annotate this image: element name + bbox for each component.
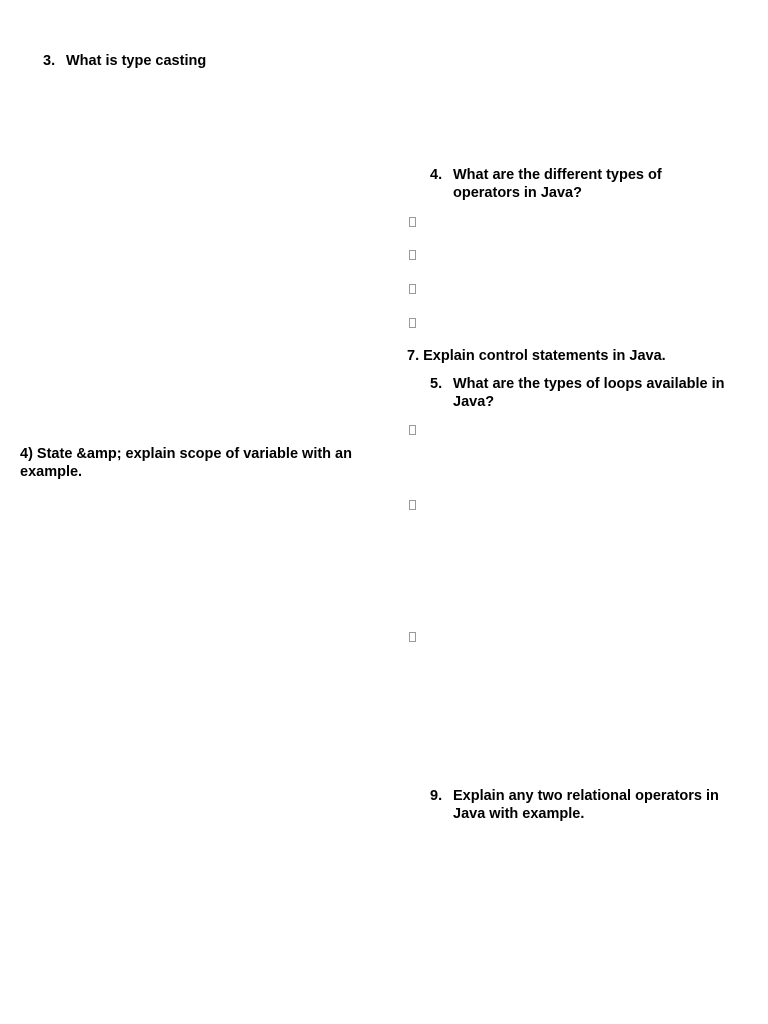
missing-glyph-icon bbox=[409, 318, 416, 328]
missing-glyph-icon bbox=[409, 500, 416, 510]
question-5-number: 5. bbox=[430, 376, 443, 392]
question-4-operators-number: 4. bbox=[430, 167, 443, 183]
missing-glyph-icon bbox=[409, 425, 416, 435]
question-5 bbox=[430, 375, 750, 411]
question-3-number: 3. bbox=[43, 53, 56, 69]
question-9 bbox=[430, 787, 750, 823]
question-4-operators bbox=[430, 166, 730, 202]
question-3-text: What is type casting bbox=[66, 53, 207, 69]
missing-glyph-icon bbox=[409, 632, 416, 642]
question-4-operators-text: What are the different types of operators in Java? bbox=[453, 167, 662, 201]
question-7 bbox=[407, 347, 747, 365]
question-5-text: What are the types of loops available in Java? bbox=[453, 376, 725, 410]
question-7-text: 7. Explain control statements in Java. bbox=[407, 348, 666, 364]
missing-glyph-icon bbox=[409, 217, 416, 227]
question-4-scope-text: 4) State &amp; explain scope of variable with an example. bbox=[20, 446, 352, 480]
question-3 bbox=[43, 52, 363, 70]
question-9-number: 9. bbox=[430, 788, 443, 804]
missing-glyph-icon bbox=[409, 250, 416, 260]
question-9-text: Explain any two relational operators in Java with example. bbox=[453, 788, 719, 822]
missing-glyph-icon bbox=[409, 284, 416, 294]
question-4-scope bbox=[20, 445, 365, 481]
